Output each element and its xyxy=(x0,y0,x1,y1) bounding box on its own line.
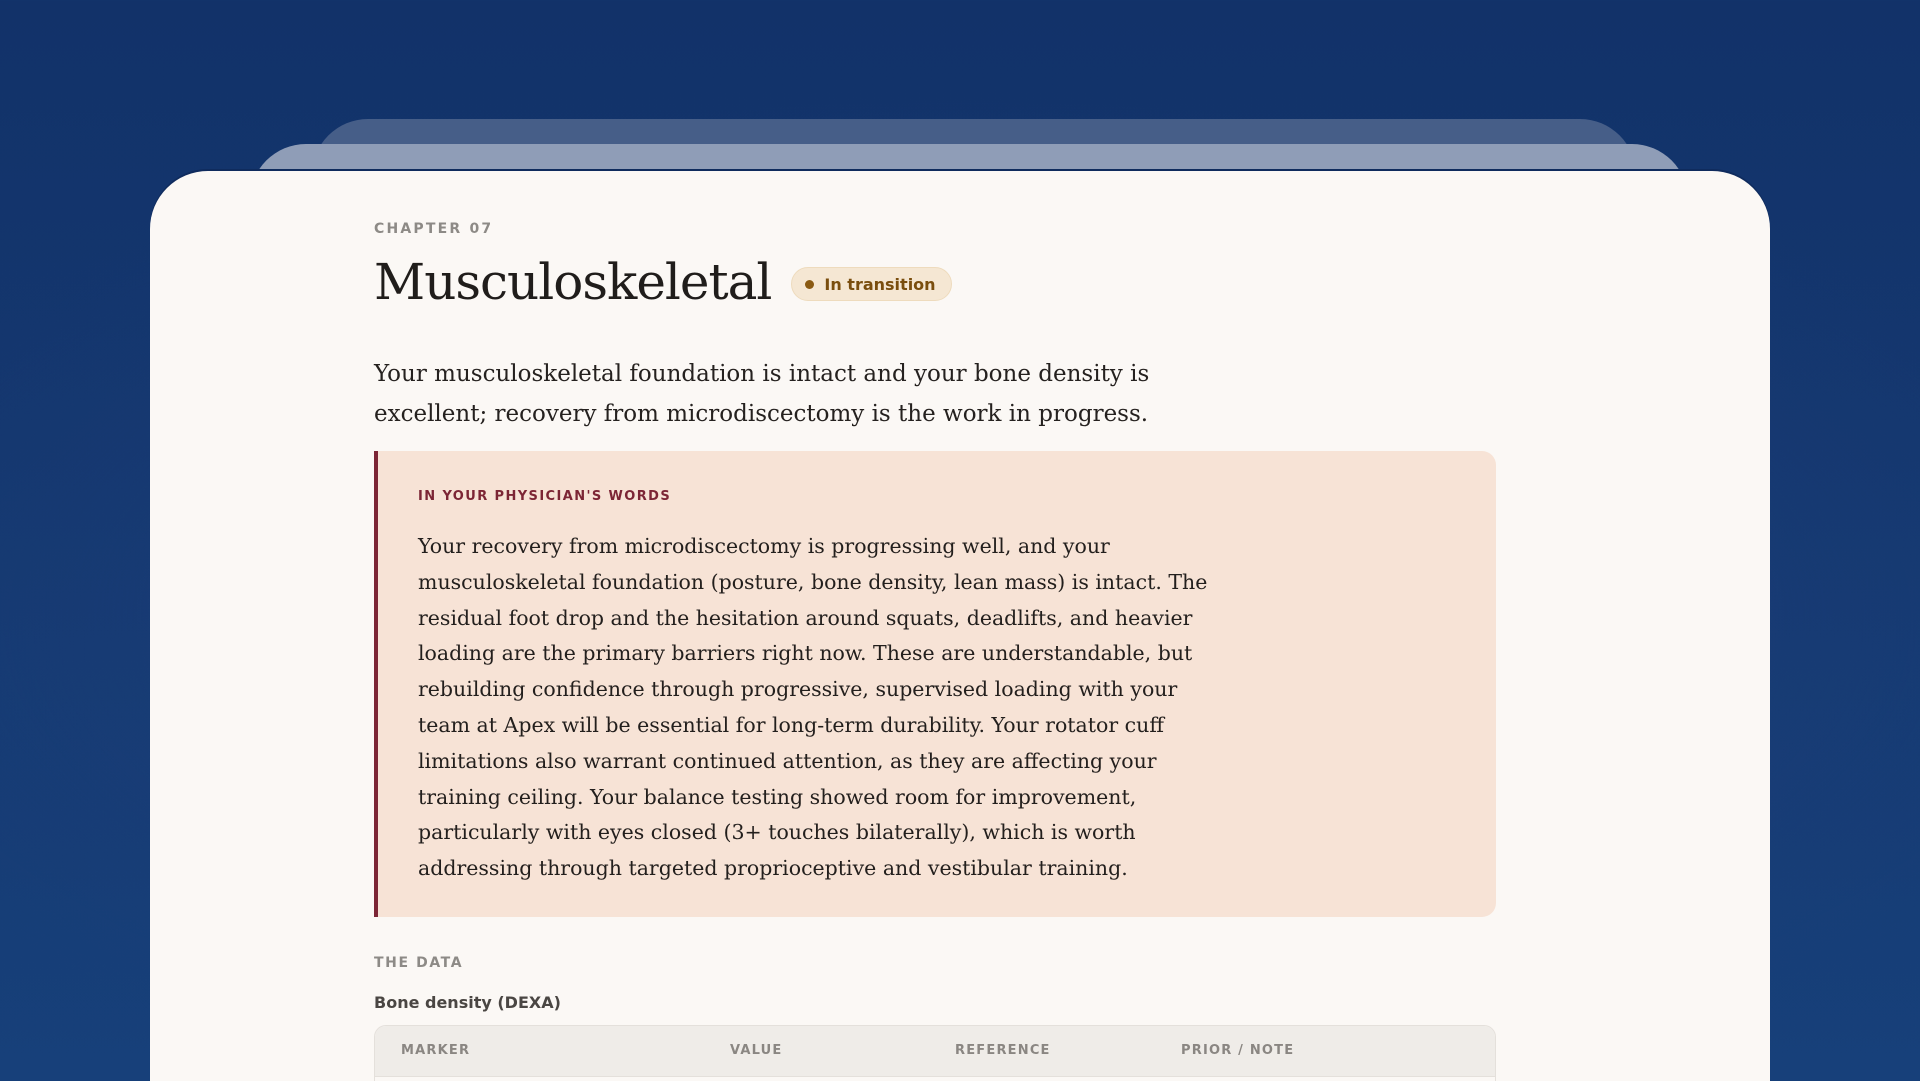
table-header-row xyxy=(375,1026,1495,1077)
status-badge-label: In transition xyxy=(824,274,936,294)
physician-quote-box xyxy=(374,451,1496,917)
chapter-card xyxy=(150,171,1770,1081)
page-title: Musculoskeletal xyxy=(374,253,772,311)
data-section-label: THE DATA xyxy=(374,955,464,971)
column-header-reference: REFERENCE xyxy=(955,1043,1051,1058)
physician-quote-text: Your recovery from microdiscectomy is progressing well, and your musculoskeletal foundation (posture, bone density, lean mass) is intact. The residual foot drop and the hesitation around squats, deadlifts, and heavier loading are the primary barriers right now. These are understandable, but rebuilding confidence through progressive, supervised loading with your team at Apex will be essential for long-term durability. Your rotator cuff limitations also warrant continued attention, as they are affecting your training ceiling. Your balance testing showed room for improvement, particularly with eyes closed (3+ touches bilaterally), which is worth addressing through targeted proprioceptive and vestibular training. xyxy=(418,534,1208,881)
bone-density-table-title: Bone density (DEXA) xyxy=(374,993,561,1012)
column-header-marker: MARKER xyxy=(401,1043,471,1058)
title-row xyxy=(374,251,952,313)
chapter-eyebrow: CHAPTER 07 xyxy=(374,221,494,237)
status-badge xyxy=(791,267,951,301)
status-dot-icon xyxy=(805,280,814,289)
physician-quote-label: IN YOUR PHYSICIAN'S WORDS xyxy=(418,489,672,504)
column-header-value: VALUE xyxy=(730,1043,783,1058)
column-header-prior-note: PRIOR / NOTE xyxy=(1181,1043,1295,1058)
chapter-summary: Your musculoskeletal foundation is intact and your bone density is excellent; recovery from microdiscectomy is the work in progress. xyxy=(374,361,1150,427)
bone-density-table xyxy=(374,1025,1496,1081)
